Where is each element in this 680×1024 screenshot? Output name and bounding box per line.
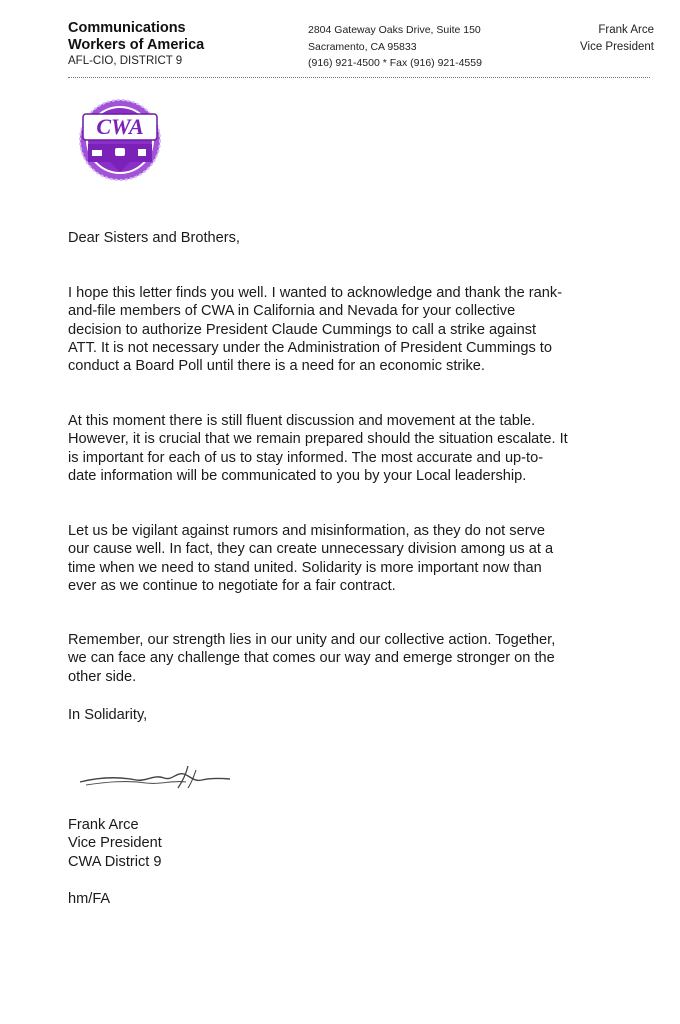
org-name-line1: Communications <box>68 20 186 36</box>
org-affiliation: AFL-CIO, DISTRICT 9 <box>68 55 183 67</box>
closing: In Solidarity, <box>68 707 148 723</box>
officer-title: Vice President <box>580 40 654 53</box>
svg-text:CWA: CWA <box>96 114 144 139</box>
address-city: Sacramento, CA 95833 <box>308 40 417 53</box>
letterhead-address <box>308 22 482 72</box>
letterhead-officer <box>580 22 654 55</box>
handwritten-signature <box>76 760 236 796</box>
signer-name: Frank Arce <box>68 817 139 833</box>
signer-title: Vice President <box>68 835 162 852</box>
letterhead-organization <box>68 20 204 69</box>
address-phone: (916) 921-4500 * Fax (916) 921-4559 <box>308 57 482 69</box>
typist-initials: hm/FA <box>68 891 111 907</box>
paragraph-2: At this moment there is still fluent discussion and movement at the table. However, it is crucial that we remain prepared should the situation escalate. It is important for each of us to stay informed. The most accurate and up-to-date information will be communicated to you by your Local leadership. <box>68 413 568 484</box>
letterhead-divider <box>68 77 650 78</box>
paragraph-4: Remember, our strength lies in our unity and our collective action. Together, we can face any challenge that comes our way and emerge stronger on the other side. <box>68 632 556 685</box>
signer-organization: CWA District 9 <box>68 853 162 870</box>
paragraph-1: I hope this letter finds you well. I wanted to acknowledge and thank the rank-and-file members of CWA in California and Nevada for your collective decision to authorize President Claude Cummings to call a strike against ATT. It is not necessary under the Administration of President Cummings to conduct a Board Poll until there is a need for an economic strike. <box>68 285 563 375</box>
address-street: 2804 Gateway Oaks Drive, Suite 150 <box>308 24 481 36</box>
signature-block <box>68 816 162 871</box>
cwa-logo-icon <box>70 96 170 184</box>
officer-name: Frank Arce <box>598 24 654 36</box>
paragraph-3: Let us be vigilant against rumors and misinformation, as they do not serve our cause well. In fact, they can create unnecessary division among us at a time when we need to stand united. Solidarity is more important now than ever as we continue to negotiate for a fair contract. <box>68 523 554 594</box>
org-name-line2: Workers of America <box>68 37 205 53</box>
salutation: Dear Sisters and Brothers, <box>68 230 240 246</box>
